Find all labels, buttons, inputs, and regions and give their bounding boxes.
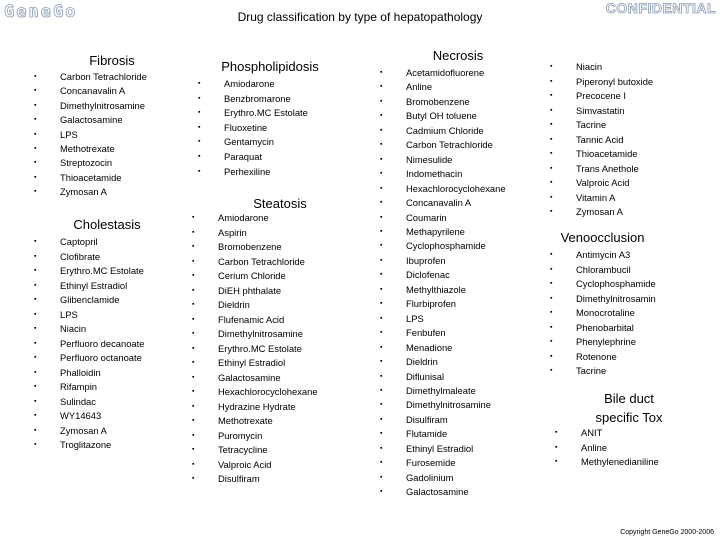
- list-item: ▪ Aspirin: [192, 226, 318, 241]
- list-item: ▪ Indomethacin: [380, 167, 506, 181]
- list-item: ▪ Hexachlorocyclohexane: [380, 182, 506, 196]
- list-item: ▪ Chlorambucil: [550, 263, 656, 278]
- bile-duct-heading: [574, 389, 684, 427]
- list-item: ▪ Piperonyl butoxide: [550, 75, 653, 90]
- list-item: ▪ Puromycin: [192, 429, 318, 444]
- cholestasis-list: [34, 235, 144, 453]
- list-item: ▪ Thioacetamide: [34, 171, 147, 185]
- list-item: ▪ Antimycin A3: [550, 248, 656, 263]
- list-item: ▪ Monocrotaline: [550, 306, 656, 321]
- list-item: ▪ Coumarin: [380, 211, 506, 225]
- list-item: ▪ Tannic Acid: [550, 133, 653, 148]
- list-item: ▪ Concanavalin A: [380, 196, 506, 210]
- list-item: ▪ Disulfiram: [192, 472, 318, 487]
- venoocclusion-list: [550, 248, 656, 379]
- list-item: ▪ Valproic Acid: [192, 458, 318, 473]
- list-item: ▪ Flutamide: [380, 427, 506, 441]
- list-item: ▪ Captopril: [34, 235, 144, 250]
- list-item: ▪ Carbon Tetrachloride: [380, 138, 506, 152]
- fibrosis-list: [34, 70, 147, 200]
- list-item: ▪ Gentamycin: [198, 135, 308, 150]
- list-item: ▪ Gadolinium: [380, 471, 506, 485]
- list-item: ▪ Trans Anethole: [550, 162, 653, 177]
- list-item: ▪ Nimesulide: [380, 153, 506, 167]
- list-item: ▪ Dimethylnitrosamin: [550, 292, 656, 307]
- list-item: ▪ Dimethylnitrosamine: [192, 327, 318, 342]
- list-item: ▪ ANIT: [555, 426, 659, 441]
- list-item: ▪ Sulindac: [34, 395, 144, 410]
- list-item: ▪ WY14643: [34, 409, 144, 424]
- list-item: ▪ Bromobenzene: [192, 240, 318, 255]
- list-item: ▪ Ethinyl Estradiol: [192, 356, 318, 371]
- necrosis-heading: Necrosis: [432, 48, 484, 63]
- list-item: ▪ Diflunisal: [380, 370, 506, 384]
- cholestasis-heading: Cholestasis: [73, 217, 141, 232]
- confidential-label: CONFIDENTIAL: [605, 0, 716, 16]
- list-item: ▪ Perfluoro decanoate: [34, 337, 144, 352]
- list-item: ▪ Cyclophosphamide: [380, 239, 506, 253]
- page-title: Drug classification by type of hepatopathology: [237, 10, 483, 24]
- list-item: ▪ Fenbufen: [380, 326, 506, 340]
- list-item: ▪ Precocene I: [550, 89, 653, 104]
- list-item: ▪ Phenylephrine: [550, 335, 656, 350]
- list-item: ▪ Dieldrin: [380, 355, 506, 369]
- steatosis-heading: Steatosis: [253, 196, 307, 211]
- bile-duct-list: [555, 426, 659, 470]
- list-item: ▪ Galactosamine: [192, 371, 318, 386]
- list-item: ▪ Methotrexate: [192, 414, 318, 429]
- list-item: ▪ Flurbiprofen: [380, 297, 506, 311]
- list-item: ▪ Dimethylnitrosamine: [34, 99, 147, 113]
- phospholipidosis-list: [198, 77, 308, 179]
- list-item: ▪ Methylthiazole: [380, 283, 506, 297]
- list-item: ▪ Clofibrate: [34, 250, 144, 265]
- list-item: ▪ Concanavalin A: [34, 84, 147, 98]
- steatosis-list: [192, 211, 318, 487]
- list-item: ▪ Carbon Tetrachloride: [34, 70, 147, 84]
- list-item: ▪ Tacrine: [550, 118, 653, 133]
- list-item: ▪ Bromobenzene: [380, 95, 506, 109]
- bile-duct-heading-line1: Bile duct: [604, 391, 654, 406]
- bile-duct-heading-line2: specific Tox: [595, 410, 663, 425]
- list-item: ▪ Simvastatin: [550, 104, 653, 119]
- list-item: ▪ Methotrexate: [34, 142, 147, 156]
- list-item: ▪ Zymosan A: [34, 424, 144, 439]
- phospholipidosis-heading: Phospholipidosis: [221, 59, 319, 74]
- list-item: ▪ Diclofenac: [380, 268, 506, 282]
- list-item: ▪ LPS: [34, 308, 144, 323]
- list-item: ▪ Valproic Acid: [550, 176, 653, 191]
- list-item: ▪ Zymosan A: [34, 185, 147, 199]
- list-item: ▪ Erythro.MC Estolate: [192, 342, 318, 357]
- list-item: ▪ Benzbromarone: [198, 92, 308, 107]
- list-item: ▪ Dimethylmaleate: [380, 384, 506, 398]
- fibrosis-heading: Fibrosis: [89, 53, 135, 68]
- venoocclusion-heading: Venoocclusion: [560, 230, 645, 245]
- list-item: ▪ Anline: [380, 80, 506, 94]
- list-item: ▪ DiEH phthalate: [192, 284, 318, 299]
- list-item: ▪ Ethinyl Estradiol: [380, 442, 506, 456]
- list-item: ▪ LPS: [34, 128, 147, 142]
- list-item: ▪ Phenobarbital: [550, 321, 656, 336]
- necrosis-list: [380, 66, 506, 500]
- list-item: ▪ Dieldrin: [192, 298, 318, 313]
- list-item: ▪ Thioacetamide: [550, 147, 653, 162]
- list-item: ▪ Hydrazine Hydrate: [192, 400, 318, 415]
- list-item: ▪ Rifampin: [34, 380, 144, 395]
- list-item: ▪ Glibenclamide: [34, 293, 144, 308]
- list-item: ▪ Carbon Tetrachloride: [192, 255, 318, 270]
- list-item: ▪ Fluoxetine: [198, 121, 308, 136]
- list-item: ▪ Erythro.MC Estolate: [34, 264, 144, 279]
- list-item: ▪ Methylenedianiline: [555, 455, 659, 470]
- list-item: ▪ Disulfiram: [380, 413, 506, 427]
- list-item: ▪ Tacrine: [550, 364, 656, 379]
- list-item: ▪ Niacin: [34, 322, 144, 337]
- list-item: ▪ Tetracycline: [192, 443, 318, 458]
- list-item: ▪ Ethinyl Estradiol: [34, 279, 144, 294]
- list-item: ▪ Niacin: [550, 60, 653, 75]
- list-item: ▪ Vitamin A: [550, 191, 653, 206]
- list-item: ▪ Dimethylnitrosamine: [380, 398, 506, 412]
- list-item: ▪ Cyclophosphamide: [550, 277, 656, 292]
- list-item: ▪ Erythro.MC Estolate: [198, 106, 308, 121]
- list-item: ▪ Methapyrilene: [380, 225, 506, 239]
- copyright-text: Copyright GeneGo 2000-2006: [620, 529, 714, 536]
- list-item: ▪ Perfluoro octanoate: [34, 351, 144, 366]
- list-item: ▪ Acetamidofluorene: [380, 66, 506, 80]
- genego-logo: GeneGo: [4, 2, 78, 22]
- list-item: ▪ Flufenamic Acid: [192, 313, 318, 328]
- list-item: ▪ Phalloidin: [34, 366, 144, 381]
- list-item: ▪ Ibuprofen: [380, 254, 506, 268]
- list-item: ▪ Zymosan A: [550, 205, 653, 220]
- list-item: ▪ Furosemide: [380, 456, 506, 470]
- list-item: ▪ Troglitazone: [34, 438, 144, 453]
- list-item: ▪ Galactosamine: [34, 113, 147, 127]
- list-item: ▪ Galactosamine: [380, 485, 506, 499]
- list-item: ▪ Paraquat: [198, 150, 308, 165]
- list-item: ▪ Amiodarone: [198, 77, 308, 92]
- list-item: ▪ Perhexiline: [198, 165, 308, 180]
- list-item: ▪ Amiodarone: [192, 211, 318, 226]
- list-item: ▪ Streptozocin: [34, 156, 147, 170]
- necrosis-continued-list: [550, 60, 653, 220]
- list-item: ▪ LPS: [380, 312, 506, 326]
- list-item: ▪ Anline: [555, 441, 659, 456]
- list-item: ▪ Cadmium Chloride: [380, 124, 506, 138]
- list-item: ▪ Menadione: [380, 341, 506, 355]
- list-item: ▪ Hexachlorocyclohexane: [192, 385, 318, 400]
- list-item: ▪ Cerium Chloride: [192, 269, 318, 284]
- list-item: ▪ Butyl OH toluene: [380, 109, 506, 123]
- list-item: ▪ Rotenone: [550, 350, 656, 365]
